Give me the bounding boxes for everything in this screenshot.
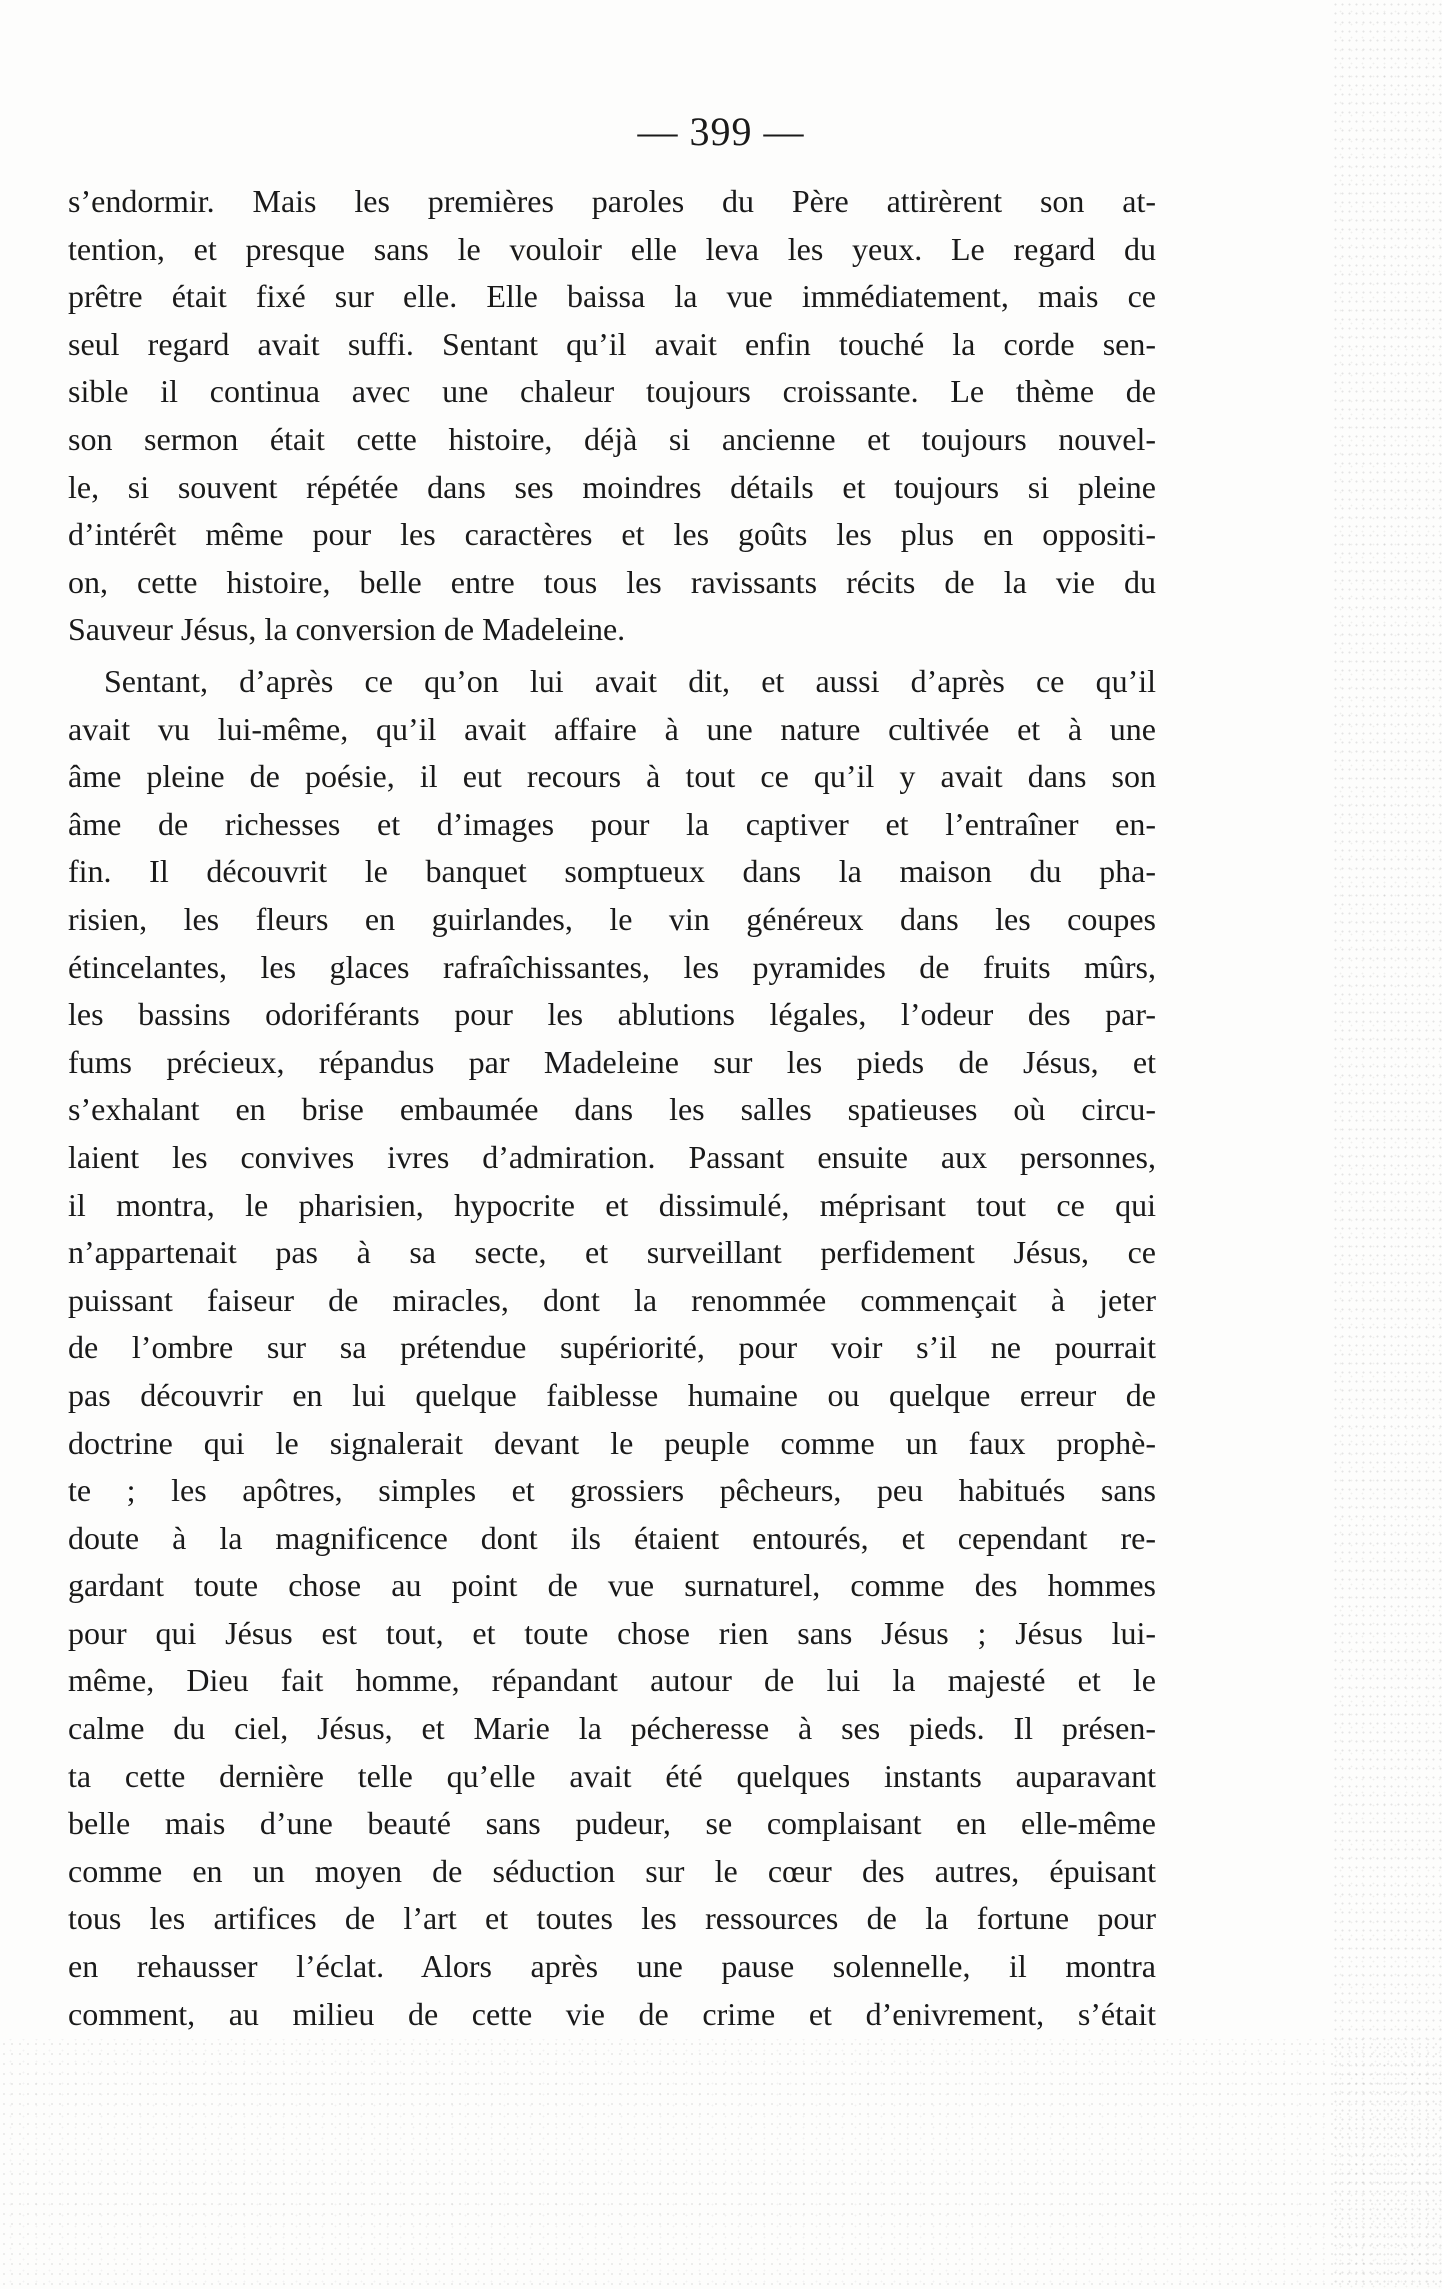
text-line: prêtre était fixé sur elle. Elle baissa la vue immédiatement, mais ce (68, 278, 1156, 315)
text-line: tention, et presque sans le vouloir elle leva les yeux. Le regard du (68, 230, 1156, 267)
text-line: les bassins odoriférants pour les ablutions légales, l’odeur des par- (68, 996, 1156, 1033)
scan-noise-right (1332, 0, 1442, 2289)
text-line: même, Dieu fait homme, répandant autour de lui la majesté et le (68, 1662, 1156, 1699)
text-line: fums précieux, répandus par Madeleine sur les pieds de Jésus, et (68, 1043, 1156, 1080)
text-line: pas découvrir en lui quelque faiblesse humaine ou quelque erreur de (68, 1376, 1156, 1413)
scan-noise-bottom (0, 2039, 1442, 2289)
text-line: son sermon était cette histoire, déjà si ancienne et toujours nouvel- (68, 420, 1156, 457)
text-line: le, si souvent répétée dans ses moindres détails et toujours si pleine (68, 468, 1156, 505)
text-line: gardant toute chose au point de vue surnaturel, comme des hommes (68, 1567, 1156, 1604)
text-line: tous les artifices de l’art et toutes les ressources de la fortune pour (68, 1900, 1156, 1937)
text-line: en rehausser l’éclat. Alors après une pause solennelle, il montra (68, 1948, 1156, 1985)
paragraph-1 (68, 178, 1156, 654)
text-line: doute à la magnificence dont ils étaient entourés, et cependant re- (68, 1519, 1156, 1556)
page-number: — 399 — (637, 109, 805, 154)
text-line: il montra, le pharisien, hypocrite et dissimulé, méprisant tout ce qui (68, 1186, 1156, 1223)
text-line: pour qui Jésus est tout, et toute chose rien sans Jésus ; Jésus lui- (68, 1614, 1156, 1651)
text-line: sible il continua avec une chaleur toujours croissante. Le thème de (68, 373, 1156, 410)
text-line: laient les convives ivres d’admiration. Passant ensuite aux personnes, (68, 1138, 1156, 1175)
text-line: fin. Il découvrit le banquet somptueux dans la maison du pha- (68, 853, 1156, 890)
text-line: étincelantes, les glaces rafraîchissantes, les pyramides de fruits mûrs, (68, 948, 1156, 985)
text-line: te ; les apôtres, simples et grossiers pêcheurs, peu habitués sans (68, 1472, 1156, 1509)
paragraph-2 (68, 658, 1156, 2038)
text-line: avait vu lui-même, qu’il avait affaire à une nature cultivée et à une (68, 710, 1156, 747)
text-line: âme de richesses et d’images pour la captiver et l’entraîner en- (68, 805, 1156, 842)
text-line: d’intérêt même pour les caractères et les goûts les plus en oppositi- (68, 516, 1156, 553)
text-line: s’endormir. Mais les premières paroles du Père attirèrent son at- (68, 183, 1156, 219)
text-line: s’exhalant en brise embaumée dans les salles spatieuses où circu- (68, 1091, 1156, 1128)
text-line: Sentant, d’après ce qu’on lui avait dit, et aussi d’après ce qu’il (104, 663, 1156, 699)
text-line: de l’ombre sur sa prétendue supériorité, pour voir s’il ne pourrait (68, 1329, 1156, 1366)
text-line: risien, les fleurs en guirlandes, le vin généreux dans les coupes (68, 900, 1156, 937)
text-line: ta cette dernière telle qu’elle avait été quelques instants auparavant (68, 1757, 1156, 1794)
text-line: on, cette histoire, belle entre tous les ravissants récits de la vie du (68, 563, 1156, 600)
text-line: puissant faiseur de miracles, dont la renommée commençait à jeter (68, 1281, 1156, 1318)
text-line: calme du ciel, Jésus, et Marie la pécheresse à ses pieds. Il présen- (68, 1710, 1156, 1747)
text-line: comment, au milieu de cette vie de crime et d’enivrement, s’était (68, 1995, 1156, 2032)
text-line: Sauveur Jésus, la conversion de Madeleine. (68, 611, 626, 648)
text-line: n’appartenait pas à sa secte, et surveillant perfidement Jésus, ce (68, 1234, 1156, 1271)
text-line: comme en un moyen de séduction sur le cœur des autres, épuisant (68, 1852, 1156, 1889)
text-line: doctrine qui le signalerait devant le peuple comme un faux prophè- (68, 1424, 1156, 1461)
text-line: seul regard avait suffi. Sentant qu’il avait enfin touché la corde sen- (68, 325, 1156, 362)
text-line: âme pleine de poésie, il eut recours à tout ce qu’il y avait dans son (68, 758, 1156, 795)
text-line: belle mais d’une beauté sans pudeur, se complaisant en elle-même (68, 1805, 1156, 1842)
